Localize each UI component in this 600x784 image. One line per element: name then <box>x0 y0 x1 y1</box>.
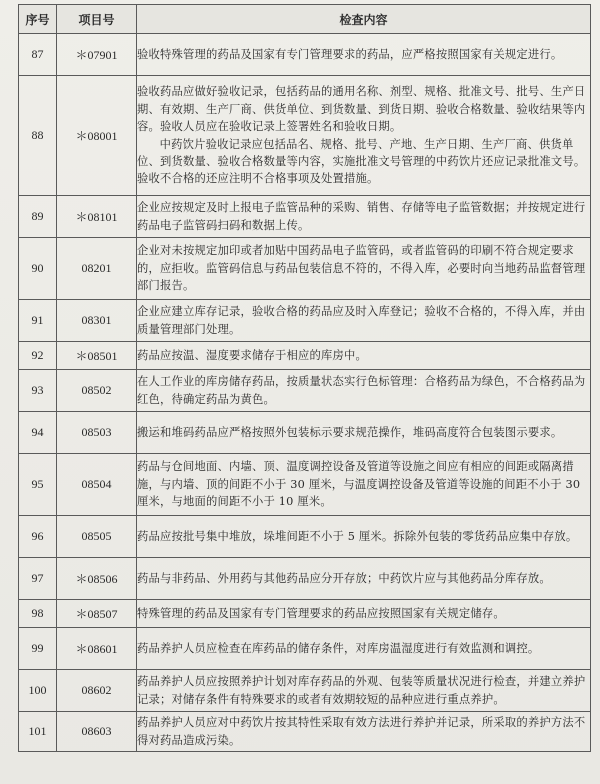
content-paragraph: 药品应按批号集中堆放，垛堆间距不小于 5 厘米。拆除外包装的零货药品应集中存放。 <box>137 529 578 543</box>
row-content <box>137 76 591 196</box>
content-paragraph: 药品养护人员应检查在库药品的储存条件，对库房温湿度进行有效监测和调控。 <box>137 641 540 655</box>
content-paragraph: 药品养护人员应对中药饮片按其特性采取有效方法进行养护并记录，所采取的养护方法不得对药品造成污染。 <box>137 716 586 747</box>
row-seq: 95 <box>19 454 57 516</box>
header-content: 检查内容 <box>137 5 591 34</box>
row-item-number: 08602 <box>57 670 137 712</box>
content-paragraph: 药品应按温、湿度要求储存于相应的库房中。 <box>137 348 367 362</box>
table-row <box>19 712 591 752</box>
table-row <box>19 238 591 300</box>
content-paragraph: 搬运和堆码药品应严格按照外包装标示要求规范操作，堆码高度符合包装图示要求。 <box>137 425 563 439</box>
content-paragraph: 验收药品应做好验收记录，包括药品的通用名称、剂型、规格、批准文号、批号、生产日期、有效期、生产厂商、供货单位、到货数量、到货日期、验收合格数量、验收结果等内容。验收人员应在验收记录上签署姓名和验收日期。 <box>137 85 586 134</box>
row-content <box>137 412 591 454</box>
content-paragraph: 企业应按规定及时上报电子监管品种的采购、销售、存储等电子监管数据；并按规定进行药品电子监管码扫码和数据上传。 <box>137 201 586 232</box>
row-item-number: ＊07901 <box>57 34 137 76</box>
table-row <box>19 454 591 516</box>
table-row <box>19 342 591 370</box>
row-seq: 94 <box>19 412 57 454</box>
row-seq: 101 <box>19 712 57 752</box>
row-seq: 87 <box>19 34 57 76</box>
content-paragraph: 药品养护人员应按照养护计划对库存药品的外观、包装等质量状况进行检查，并建立养护记录；对储存条件有特殊要求的或者有效期较短的品种应进行重点养护。 <box>137 675 586 706</box>
table-row <box>19 628 591 670</box>
row-seq: 89 <box>19 196 57 238</box>
row-seq: 91 <box>19 300 57 342</box>
row-seq: 99 <box>19 628 57 670</box>
row-item-number: 08201 <box>57 238 137 300</box>
content-paragraph: 药品与非药品、外用药与其他药品应分开存放；中药饮片应与其他药品分库存放。 <box>137 571 551 585</box>
row-item-number: 08603 <box>57 712 137 752</box>
row-content <box>137 516 591 558</box>
row-item-number: 08504 <box>57 454 137 516</box>
row-seq: 98 <box>19 600 57 628</box>
row-seq: 93 <box>19 370 57 412</box>
row-seq: 90 <box>19 238 57 300</box>
content-paragraph: 企业对未按规定加印或者加贴中国药品电子监管码，或者监管码的印刷不符合规定要求的，应拒收。监管码信息与药品包装信息不符的，不得入库，必要时向当地药品监督管理部门报告。 <box>137 244 586 293</box>
row-item-number: 08301 <box>57 300 137 342</box>
row-content <box>137 238 591 300</box>
row-content <box>137 300 591 342</box>
row-content <box>137 670 591 712</box>
row-content <box>137 600 591 628</box>
row-item-number: 08502 <box>57 370 137 412</box>
content-paragraph: 中药饮片验收记录应包括品名、规格、批号、产地、生产日期、生产厂商、供货单位、到货数量、验收合格数量等内容，实施批准文号管理的中药饮片还应记录批准文号。验收不合格的还应注明不合格事项及处置措施。 <box>137 137 586 186</box>
table-row <box>19 76 591 196</box>
row-item-number: ＊08601 <box>57 628 137 670</box>
table-row <box>19 412 591 454</box>
row-content <box>137 558 591 600</box>
row-item-number: ＊08101 <box>57 196 137 238</box>
row-item-number: ＊08506 <box>57 558 137 600</box>
row-seq: 96 <box>19 516 57 558</box>
content-paragraph: 在人工作业的库房储存药品，按质量状态实行色标管理：合格药品为绿色，不合格药品为红色，待确定药品为黄色。 <box>137 375 586 406</box>
table-row <box>19 370 591 412</box>
row-seq: 100 <box>19 670 57 712</box>
table-row <box>19 34 591 76</box>
row-content <box>137 454 591 516</box>
header-item: 项目号 <box>57 5 137 34</box>
content-paragraph: 药品与仓间地面、内墙、顶、温度调控设备及管道等设施之间应有相应的间距或隔离措施，与内墙、顶的间距不小于 30 厘米，与温度调控设备及管道等设施的间距不小于 30 厘米，与地面的间距不小于 10 厘米。 <box>137 460 581 509</box>
table-row <box>19 516 591 558</box>
row-item-number: ＊08001 <box>57 76 137 196</box>
table-header-row <box>19 5 591 34</box>
content-paragraph: 特殊管理的药品及国家有专门管理要求的药品应按照国家有关规定储存。 <box>137 606 505 620</box>
header-seq: 序号 <box>19 5 57 34</box>
row-seq: 88 <box>19 76 57 196</box>
table-row <box>19 558 591 600</box>
row-item-number: ＊08501 <box>57 342 137 370</box>
content-paragraph: 验收特殊管理的药品及国家有专门管理要求的药品，应严格按照国家有关规定进行。 <box>137 47 563 61</box>
table-row <box>19 300 591 342</box>
table-row <box>19 670 591 712</box>
row-content <box>137 628 591 670</box>
content-paragraph: 企业应建立库存记录，验收合格的药品应及时入库登记；验收不合格的，不得入库，并由质量管理部门处理。 <box>137 305 586 336</box>
row-seq: 97 <box>19 558 57 600</box>
row-content <box>137 196 591 238</box>
row-seq: 92 <box>19 342 57 370</box>
row-content <box>137 342 591 370</box>
inspection-table <box>18 4 591 752</box>
table-row <box>19 196 591 238</box>
row-content <box>137 712 591 752</box>
table-row <box>19 600 591 628</box>
row-content <box>137 370 591 412</box>
row-item-number: 08503 <box>57 412 137 454</box>
row-content <box>137 34 591 76</box>
row-item-number: ＊08507 <box>57 600 137 628</box>
row-item-number: 08505 <box>57 516 137 558</box>
